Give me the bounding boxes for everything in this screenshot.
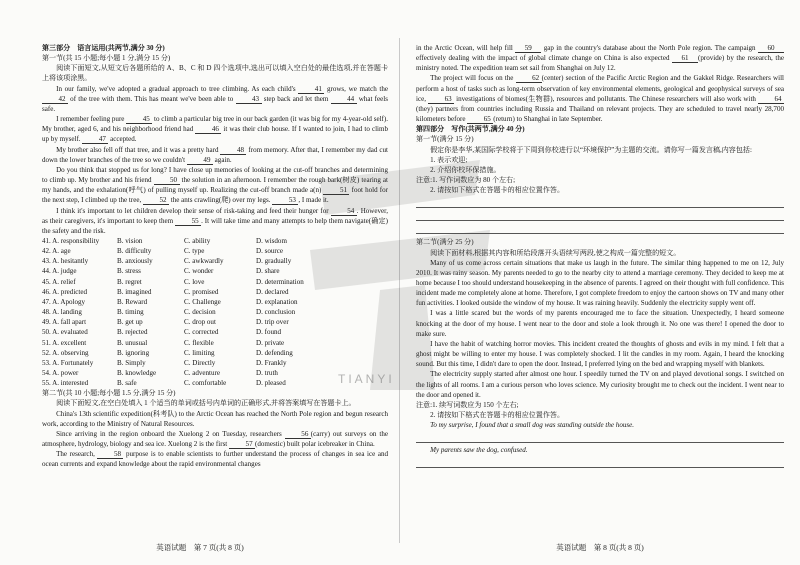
option-cell: B. Reward xyxy=(117,297,148,306)
note-1: 1. 续写词数应为 150 个左右; xyxy=(432,400,519,409)
writing1-title: 第一节(满分 15 分) xyxy=(416,135,474,144)
blank-60: 60 xyxy=(758,44,784,53)
text-segment: it was their club house. If I wanted to join, I had to climb up by myself. xyxy=(42,125,388,144)
text-segment: (provide) by the research, the ministry noted. The expedition team set sail from Shanghai on July 12. xyxy=(416,54,784,73)
text-segment: purpose is to enable scientists to further understand the process of changes in sea ice and ocean currents and expand knowledge about the rapid environmental changes xyxy=(42,450,388,469)
text-segment: The project will focus on the xyxy=(430,74,516,83)
option-cell: D. share xyxy=(256,267,280,276)
text-segment: accepted. xyxy=(108,135,137,144)
option-cell: C. Challenge xyxy=(184,297,221,306)
option-cell: C. Directly xyxy=(184,358,216,367)
option-cell: 50. A. evaluated xyxy=(42,328,88,337)
watermark-text: TIANYI xyxy=(338,372,395,386)
writing1-notes xyxy=(416,175,784,185)
text-segment: My brother also fell off that tree, and it was a pretty hard xyxy=(56,145,221,154)
option-cell: D. conclusion xyxy=(256,308,296,317)
option-cell: D. defending xyxy=(256,348,293,357)
option-cell: D. declared xyxy=(256,287,289,296)
option-cell: 46. A. predicted xyxy=(42,287,88,296)
blank-49: 49 xyxy=(187,156,213,165)
options-list xyxy=(42,236,388,388)
passage-para-4 xyxy=(42,165,388,206)
passage-para-3 xyxy=(42,145,388,165)
option-row xyxy=(42,297,388,307)
story-para-3: I have the habit of watching horror movies. This incident created the thoughts of ghosts and evils in my mind. I felt that a ghost might be willing to enter my house. I was completely shocked. I lit the candles in my room. Again, I heard the knocking sound. But this time, I didn't dare to open the door. Instead, I preferred lying on the bed and wrapping myself with blankets. xyxy=(416,339,784,369)
left-column xyxy=(42,43,388,470)
blank-56: 56 xyxy=(285,430,311,439)
blank-41: 41 xyxy=(298,85,324,94)
writing2-notes xyxy=(416,400,784,410)
option-cell: B. imagined xyxy=(117,287,152,296)
blank-58: 58 xyxy=(97,450,123,459)
text-segment: , I made it. xyxy=(298,196,329,205)
option-cell: D. explanation xyxy=(256,297,298,306)
option-row xyxy=(42,307,388,317)
text-segment: foot hold for the next step, I climbed up the tree, xyxy=(42,186,388,205)
option-cell: B. regret xyxy=(117,277,142,286)
option-cell: 47. A. Apology xyxy=(42,297,86,306)
option-row xyxy=(42,256,388,266)
option-row xyxy=(42,246,388,256)
option-cell: B. timing xyxy=(117,308,144,317)
text-segment: . However, as their caregivers, it's important to keep them xyxy=(42,206,388,225)
blank-57: 57 xyxy=(229,440,255,449)
option-cell: C. wonder xyxy=(184,267,214,276)
blank-59: 59 xyxy=(515,44,541,53)
text-segment: Since arriving in the region onboard the Xuelong 2 on Tuesday, researchers xyxy=(56,429,285,438)
option-cell: D. gradually xyxy=(256,257,292,266)
text-segment: The research, xyxy=(56,450,98,459)
blank-65: 65 xyxy=(467,115,493,124)
text-segment: Do you think that stopped us for long? I have close up memories of looking at the cut-off branches and determining to climb up. My brother and his friend xyxy=(42,165,388,185)
blank-61: 61 xyxy=(672,54,698,63)
option-cell: 52. A. observing xyxy=(42,348,89,357)
option-cell: 51. A. excellent xyxy=(42,338,87,347)
option-cell: 54. A. power xyxy=(42,369,79,377)
answer-line xyxy=(416,197,784,208)
option-cell: B. unusual xyxy=(117,338,148,347)
option-row xyxy=(42,236,388,246)
blank-53: 53 xyxy=(272,196,298,205)
blank-48: 48 xyxy=(220,146,246,155)
text-segment: China's 13th scientific expedition(科考队) to the Arctic Ocean has reached the North Pole region and begun research work, according to the Ministry of Natural Resources. xyxy=(42,409,388,428)
story-para-1: Many of us come across certain situations that make us laugh in the future. The similar thing happened to me on 12, July 2010. It was rainy season. My parents needed to go to the nearby city to attend a marriage ceremony. They decided to keep me at home because I too should understand housekeeping in the absence of parents. I agreed on their thought with full confidence. This incident made me completely alone at home. Therefore, I got complete freedom to enjoy the cartoon shows on TV and many other fun activities. I looked outside the window of my house. It was raining heavily. Suddenly the electricity supply went off. xyxy=(416,258,784,308)
option-cell: 49. A. fall apart xyxy=(42,318,87,327)
option-row xyxy=(42,317,388,327)
option-cell: 43. A. hesitantly xyxy=(42,257,89,266)
option-cell: C. flexible xyxy=(184,338,214,347)
continuation-start-1: To my surprise, I found that a small dog was standing outside the house. xyxy=(430,421,635,430)
text-segment: (return) to Shanghai in late September. xyxy=(493,115,603,124)
passage-para-1 xyxy=(42,84,388,114)
option-cell: C. drop out xyxy=(184,318,216,327)
option-cell: B. difficulty xyxy=(117,247,152,256)
blank-47: 47 xyxy=(82,135,108,144)
option-cell: C. decision xyxy=(184,308,216,317)
option-cell: B. anxiously xyxy=(117,257,153,266)
blank-44: 44 xyxy=(331,95,357,104)
option-cell: 45. A. relief xyxy=(42,277,76,286)
text-segment: in the Arctic Ocean, will help fill xyxy=(416,44,516,52)
text-segment: what feels safe. xyxy=(42,94,388,113)
note-1: 1. 写作词数应为 80 个左右; xyxy=(432,176,516,185)
option-cell: D. determination xyxy=(256,277,304,286)
writing1-point-2: 2. 介绍你校环保措施。 xyxy=(430,165,501,174)
option-cell: C. ability xyxy=(184,236,211,245)
option-cell: D. found xyxy=(256,328,282,337)
option-row xyxy=(42,287,388,297)
option-cell: 48. A. landing xyxy=(42,308,82,317)
option-row xyxy=(42,378,388,388)
option-row xyxy=(42,368,388,378)
answer-line xyxy=(416,432,784,443)
blank-55: 55 xyxy=(175,217,201,226)
writing1-point-1: 1. 表示欢迎; xyxy=(430,155,468,164)
cloze-para-4 xyxy=(416,73,784,124)
answer-line xyxy=(416,457,784,468)
text-segment: again. xyxy=(212,155,232,164)
option-cell: C. love xyxy=(184,277,205,286)
answer-line xyxy=(416,223,784,234)
blank-43: 43 xyxy=(236,95,262,104)
text-segment: the ants crawling(爬) over my legs. xyxy=(168,196,273,205)
option-cell: C. awkwardly xyxy=(184,257,224,266)
option-row xyxy=(42,327,388,337)
option-cell: C. comfortable xyxy=(184,379,227,388)
text-segment: from memory. After that, I remember my dad cut down the lower branches of the tree so we couldn't xyxy=(42,145,388,164)
option-cell: C. limiting xyxy=(184,348,215,357)
option-cell: 53. A. Fortunately xyxy=(42,358,94,367)
part1-instructions: 阅读下面短文,从短文后各题所给的 A、B、C 和 D 四个选项中,选出可以填入空白处的最佳选项,并在答题卡上将该项涂黑。 xyxy=(42,64,388,83)
passage-para-5 xyxy=(42,206,388,236)
writing2-title: 第二节(满分 25 分) xyxy=(416,238,474,247)
blank-62: 62 xyxy=(516,74,542,83)
text-segment: (domestic) built polar icebreaker in China. xyxy=(255,440,375,449)
section3-title: 第三部分 语言运用(共两节,满分 30 分) xyxy=(42,44,165,52)
option-cell: D. Frankly xyxy=(256,358,287,367)
text-segment: gap in the country's database about the North Pole region. The campaign xyxy=(541,44,758,52)
cloze-para-3-cont xyxy=(416,43,784,73)
option-row xyxy=(42,358,388,368)
story-para-4: The electricity supply started after almost one hour. I speedily turned the TV on and played devotional songs. I switched on the lights of all rooms. I am a curious person who loves science. My curiosity brought me to check out the incident. I went near to the door and opened it. xyxy=(416,370,784,399)
text-segment: to climb a particular big tree in our back garden (it was big for my 4-year-old self). My brother, aged 6, and his neighborhood friend had xyxy=(42,115,388,134)
notes-label: 注意: xyxy=(416,176,433,185)
page-footer-left: 英语试题 第 7 页(共 8 页) xyxy=(156,543,244,552)
option-cell: C. type xyxy=(184,247,205,256)
blank-52: 52 xyxy=(143,196,169,205)
cloze-para-3 xyxy=(42,449,388,469)
text-segment: grows, we match the xyxy=(324,84,388,93)
writing1-note-2: 2. 请按如下格式在答题卡的相应位置作答。 xyxy=(430,186,564,195)
passage-para-2 xyxy=(42,114,388,144)
text-segment: In our family, we've adopted a gradual approach to tree climbing. As each child's xyxy=(56,84,299,93)
text-segment: . It will take time and many attempts to help them navigate(确定) the safety and the risk. xyxy=(42,216,388,235)
blank-50: 50 xyxy=(154,176,180,185)
blank-64: 64 xyxy=(758,95,784,104)
option-cell: B. rejected xyxy=(117,328,148,337)
option-cell: B. safe xyxy=(117,379,137,388)
page-footer-right: 英语试题 第 8 页(共 8 页) xyxy=(556,543,644,552)
part2-instructions: 阅读下面短文,在空白处填入 1 个适当的单词或括号内单词的正确形式,并将答案填写在答题卡上。 xyxy=(56,399,356,408)
option-cell: D. trip over xyxy=(256,318,289,327)
text-segment: (center) section of the Pacific Arctic Region and the Gakkel Ridge. Researchers will perform a host of tasks such as long-term observation of key environmental elements, geological and geophysical surveys of sea ice, xyxy=(416,74,784,103)
notes-label: 注意: xyxy=(416,400,433,409)
option-cell: C. corrected xyxy=(184,328,219,337)
blank-46: 46 xyxy=(195,125,221,134)
blank-63: 63 xyxy=(428,95,454,104)
option-row xyxy=(42,277,388,287)
section4-title: 第四部分 写作(共两节,满分 40 分) xyxy=(416,125,525,134)
option-cell: D. pleased xyxy=(256,379,286,388)
option-cell: 42. A. age xyxy=(42,247,71,256)
option-row xyxy=(42,266,388,276)
option-row xyxy=(42,348,388,358)
text-segment: of the tree with them. This has meant we've been able to xyxy=(68,94,236,103)
option-row xyxy=(42,338,388,348)
blank-45: 45 xyxy=(126,115,152,124)
option-cell: D. private xyxy=(256,338,285,347)
cloze-para-1 xyxy=(42,409,388,429)
text-segment: (they) partners from countries including Russia and Thailand on relevant projects. They are scheduled to travel nearly 28,700 kilometers before xyxy=(416,104,784,124)
option-cell: B. Simply xyxy=(117,358,146,367)
option-cell: C. promised xyxy=(184,287,219,296)
story-para-2: I was a little scared but the words of my parents encouraged me to face the situation. Unexpectedly, I heard someone knocking at the door of my house. I went near to the door and stole a look through it. No one was there! I opened the door to make sure. xyxy=(416,309,784,338)
option-cell: B. ignoring xyxy=(117,348,150,357)
text-segment: the solution in an afternoon. I remember the rough bark(树皮) tearing at my hands, and the exhalation(呼气) of pulling myself up. Realizing the cut-off branch made a(n) xyxy=(42,176,388,195)
option-cell: 44. A. judge xyxy=(42,267,77,276)
text-segment: investigations of biomes(生物群), resources and pollutants. The Chinese researchers will also work with xyxy=(454,94,758,103)
text-segment: effectively dealing with the impact of global climate change on China is also expected xyxy=(416,54,673,63)
text-segment: I remember feeling pure xyxy=(56,115,127,124)
writing1-instructions: 假定你是李华,某国际学校将于下周到你校进行以“环境保护”为主题的交流。请你写一篇发言稿,内容包括: xyxy=(430,145,752,154)
option-cell: B. vision xyxy=(117,236,143,245)
text-segment: I think it's important to let children develop their sense of risk-taking and feed their hunger for xyxy=(56,206,331,215)
page-8 xyxy=(400,0,800,565)
option-cell: D. wisdom xyxy=(256,236,287,245)
part1-title: 第一节(共 15 小题;每小题 1 分,满分 15 分) xyxy=(42,54,171,63)
option-cell: D. truth xyxy=(256,369,278,377)
text-segment: (carry) out surveys on the atmosphere, hydrology, biology and sea ice. Xuelong 2 is the first xyxy=(42,429,389,449)
option-cell: D. source xyxy=(256,247,284,256)
blank-51: 51 xyxy=(323,186,349,195)
writing2-note-2: 2. 请按如下格式在答题卡的相应位置作答。 xyxy=(430,411,564,419)
answer-line xyxy=(416,210,784,221)
text-segment: step back and let them xyxy=(261,94,331,103)
blank-42: 42 xyxy=(42,95,68,104)
option-cell: 55. A. interested xyxy=(42,379,89,388)
option-cell: C. adventure xyxy=(184,369,221,377)
right-column xyxy=(416,43,784,468)
cloze-para-2 xyxy=(42,429,388,449)
option-cell: 41. A. responsibility xyxy=(42,236,100,245)
part2-title: 第二节(共 10 小题;每小题 1.5 分,满分 15 分) xyxy=(42,389,176,398)
option-cell: B. get up xyxy=(117,318,143,327)
option-cell: B. stress xyxy=(117,267,141,276)
blank-54: 54 xyxy=(331,207,357,216)
continuation-start-2: My parents saw the dog, confused. xyxy=(430,446,528,455)
writing2-instructions: 阅读下面材料,根据其内容和所给段落开头语续写两段,使之构成一篇完整的短文。 xyxy=(430,248,681,257)
option-cell: B. knowledge xyxy=(117,369,157,377)
